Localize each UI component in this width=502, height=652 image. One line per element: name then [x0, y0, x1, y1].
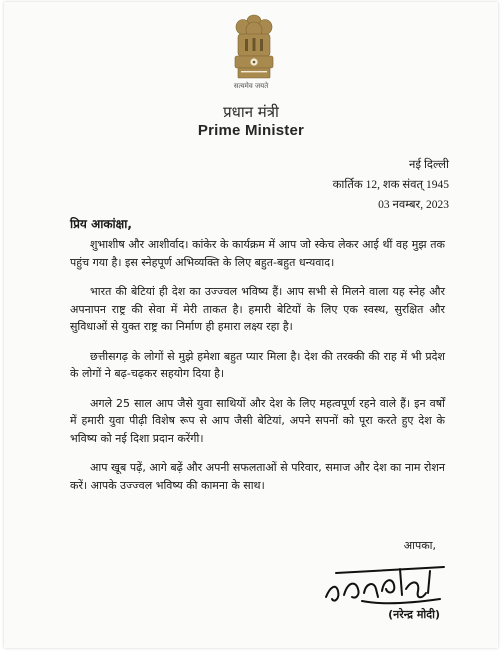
letter-paragraph: अगले 25 साल आप जैसे युवा साथियों और देश के लिए महत्वपूर्ण रहने वाले हैं। इन वर्षों में हमारी युवा पीढ़ी विशेष रूप से आप जैसी बेटियां, अपने सपनों को पूरा करते हुए देश के भविष्य को नई दिशा प्रदान करेंगी। — [70, 396, 445, 445]
letter-paragraph: आप खूब पढ़ें, आगे बढ़ें और अपनी सफलताओं से परिवार, समाज और देश का नाम रोशन करें। आपके उज्ज्वल भविष्य की कामना के साथ। — [70, 461, 445, 492]
letterhead-title-english: Prime Minister — [197, 122, 305, 139]
letter-paragraph: छत्तीसगढ़ के लोगों से मुझे हमेशा बहुत प्यार मिला है। देश की तरक्की की राह में भी प्रदेश के लोगों ने बढ़-चढ़कर सहयोग दिया है। — [70, 349, 445, 380]
letter-paragraph: शुभाशीष और आशीर्वाद। कांकेर के कार्यक्रम में आप जो स्केच लेकर आई थीं वह मुझ तक पहुंच गया है। इस स्नेहपूर्ण अभिव्यक्ति के लिए बहुत-बहुत धन्यवाद। — [70, 238, 445, 269]
dateline-place: नई दिल्ली — [409, 159, 449, 171]
dateline-gregorian-date: 03 नवम्बर, 2023 — [378, 199, 449, 211]
dateline-saka-date: कार्तिक 12, शक संवत् 1945 — [332, 179, 449, 191]
national-emblem-icon — [230, 12, 278, 84]
letter-body — [70, 236, 445, 506]
closing: आपका, — [403, 539, 436, 552]
letter-page — [4, 2, 498, 648]
handwritten-signature — [322, 559, 452, 609]
dateline — [333, 155, 449, 215]
letterhead-title-hindi: प्रधान मंत्री — [223, 103, 279, 121]
salutation: प्रिय आकांक्षा, — [70, 217, 132, 231]
emblem-motto: सत्यमेव जयते — [233, 82, 269, 90]
letter-paragraph: भारत की बेटियां ही देश का उज्ज्वल भविष्य हैं। आप सभी से मिलने वाला यह स्नेह और अपनापन राष्ट्र की सेवा में मेरी ताकत है। हमारी बेटियों के लिए एक स्वस्थ, सुरक्षित और सुविधाओं से युक्त राष्ट्र का निर्माण ही हमारा लक्ष्य रहा है। — [70, 285, 445, 333]
signer-name: (नरेन्द्र मोदी) — [388, 608, 440, 621]
